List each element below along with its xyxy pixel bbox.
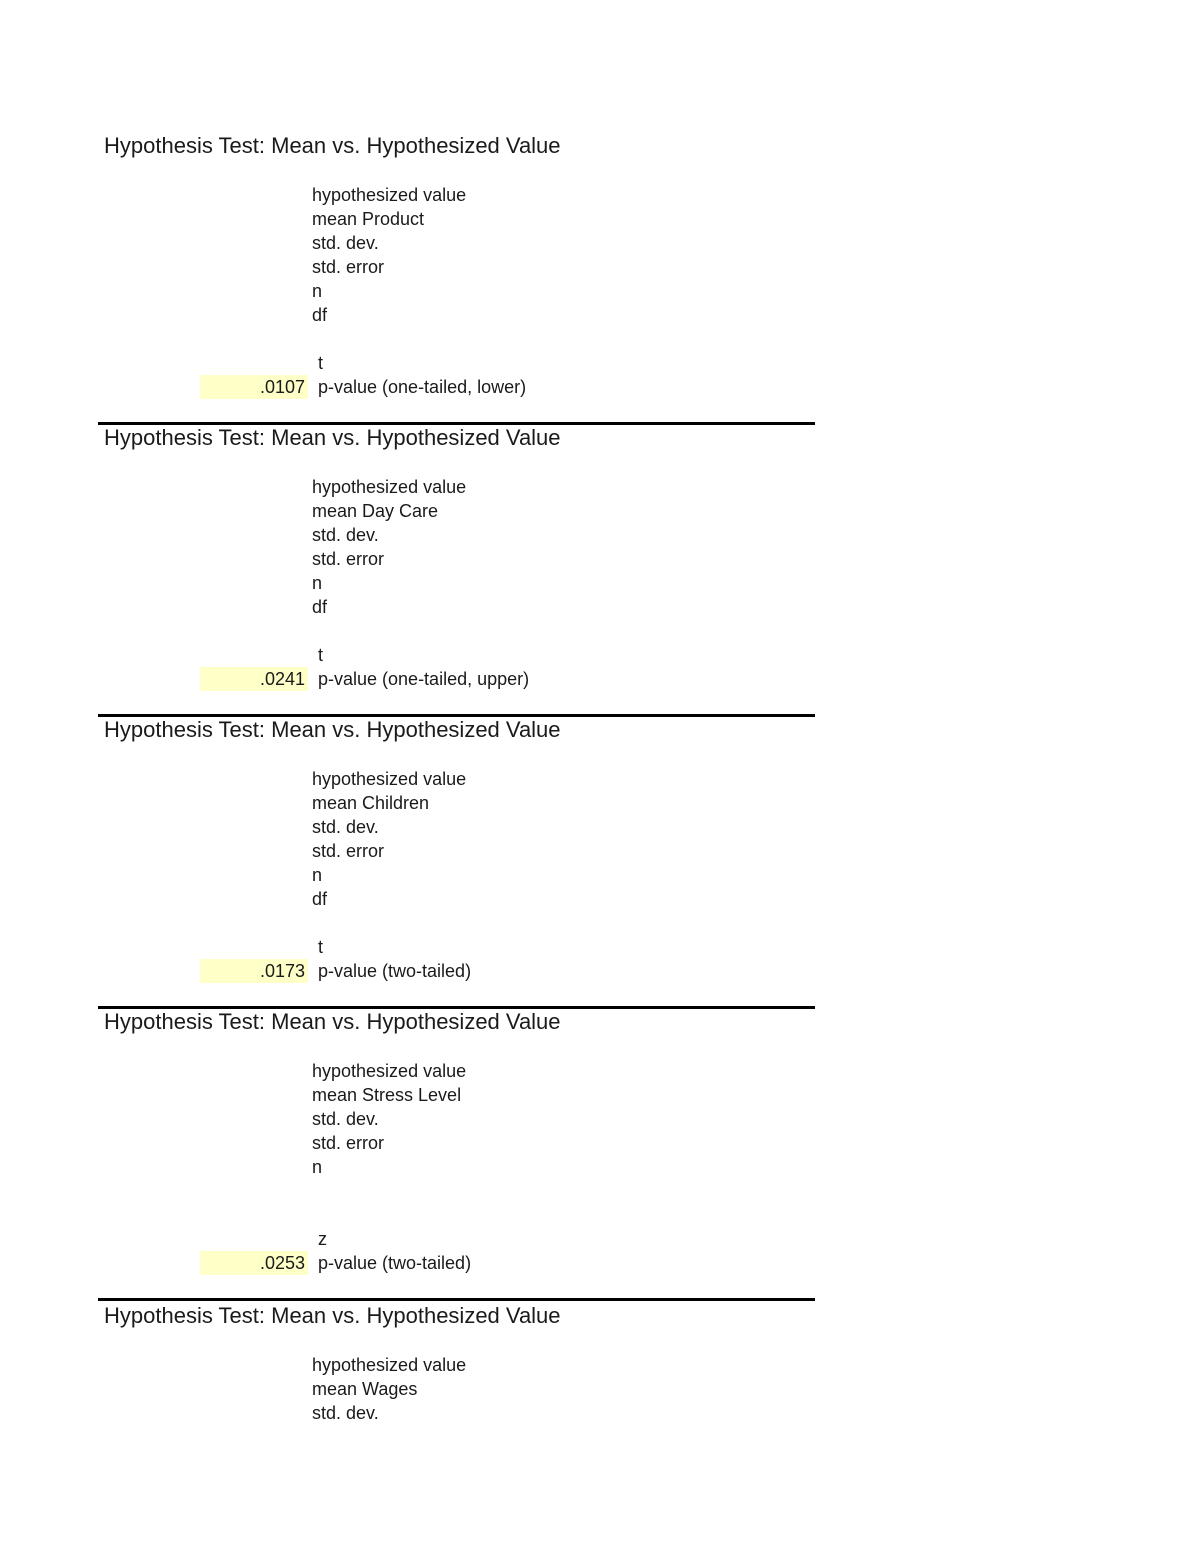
- stat-row-n: [0, 863, 700, 887]
- stat-row-std-dev: [0, 1107, 700, 1131]
- stat-label: hypothesized value: [312, 477, 467, 497]
- section-divider: [98, 1298, 815, 1301]
- p-value-label: p-value (one-tailed, upper): [318, 669, 530, 689]
- stat-label: mean Product: [312, 209, 425, 229]
- stat-row-hypothesized: [0, 1059, 700, 1083]
- test-statistic-row: [0, 1227, 700, 1251]
- stat-label: std. error: [312, 549, 385, 569]
- p-value: .0173: [259, 961, 305, 981]
- stat-label: hypothesized value: [312, 1355, 467, 1375]
- stat-row-hypothesized: [0, 183, 700, 207]
- stat-label: mean Children: [312, 793, 430, 813]
- test-statistic-label: t: [318, 353, 324, 373]
- p-value: .0107: [259, 377, 305, 397]
- stat-label: df: [312, 889, 328, 909]
- stat-row-mean: [0, 1377, 700, 1401]
- stat-label: hypothesized value: [312, 769, 467, 789]
- stat-row-df: [0, 887, 700, 911]
- p-value-label: p-value (one-tailed, lower): [318, 377, 527, 397]
- stat-label: n: [312, 573, 323, 593]
- test-statistic-row: [0, 351, 700, 375]
- test-statistic-label: t: [318, 937, 324, 957]
- stat-row-mean: [0, 207, 700, 231]
- stat-row-n: [0, 571, 700, 595]
- stat-row-hypothesized: [0, 1353, 700, 1377]
- stat-row-std-dev: [0, 1401, 700, 1425]
- p-value-cell: [200, 667, 308, 691]
- stat-row-n: [0, 279, 700, 303]
- stat-label: std. dev.: [312, 1403, 379, 1423]
- section-title: Hypothesis Test: Mean vs. Hypothesized Value: [104, 1009, 561, 1034]
- stat-label: mean Stress Level: [312, 1085, 462, 1105]
- stat-row-std-dev: [0, 815, 700, 839]
- stat-label: std. dev.: [312, 525, 379, 545]
- stat-label: hypothesized value: [312, 185, 467, 205]
- stat-label: std. error: [312, 841, 385, 861]
- stat-row-mean: [0, 791, 700, 815]
- stat-label: std. error: [312, 1133, 385, 1153]
- stat-row-std-error: [0, 255, 700, 279]
- test-statistic-row: [0, 935, 700, 959]
- p-value-label: p-value (two-tailed): [318, 1253, 472, 1273]
- stat-label: std. dev.: [312, 1109, 379, 1129]
- stat-row-std-error: [0, 1131, 700, 1155]
- stat-row-std-dev: [0, 523, 700, 547]
- stat-row-df: [0, 303, 700, 327]
- stat-row-mean: [0, 499, 700, 523]
- p-value-row: [0, 667, 700, 691]
- stat-label: df: [312, 597, 328, 617]
- stat-row-hypothesized: [0, 767, 700, 791]
- stat-row-df: [0, 595, 700, 619]
- test-statistic-label: z: [318, 1229, 327, 1249]
- stat-label: hypothesized value: [312, 1061, 467, 1081]
- section-title: Hypothesis Test: Mean vs. Hypothesized Value: [104, 133, 561, 158]
- p-value-cell: [200, 959, 308, 983]
- p-value-cell: [200, 1251, 308, 1275]
- stat-label: std. dev.: [312, 817, 379, 837]
- stat-label: n: [312, 281, 323, 301]
- stat-row-n: [0, 1155, 700, 1179]
- section-title: Hypothesis Test: Mean vs. Hypothesized Value: [104, 1303, 561, 1328]
- stat-label: mean Wages: [312, 1379, 418, 1399]
- stat-row-mean: [0, 1083, 700, 1107]
- stat-label: df: [312, 305, 328, 325]
- stat-label: std. dev.: [312, 233, 379, 253]
- p-value-row: [0, 375, 700, 399]
- stat-row-std-error: [0, 547, 700, 571]
- p-value: .0241: [259, 669, 305, 689]
- test-statistic-label: t: [318, 645, 324, 665]
- p-value-row: [0, 959, 700, 983]
- stat-label: std. error: [312, 257, 385, 277]
- p-value: .0253: [259, 1253, 305, 1273]
- p-value-label: p-value (two-tailed): [318, 961, 472, 981]
- p-value-row: [0, 1251, 700, 1275]
- section-title: Hypothesis Test: Mean vs. Hypothesized Value: [104, 717, 561, 742]
- section-title: Hypothesis Test: Mean vs. Hypothesized Value: [104, 425, 561, 450]
- stat-row-hypothesized: [0, 475, 700, 499]
- stat-label: n: [312, 1157, 323, 1177]
- stat-row-std-error: [0, 839, 700, 863]
- stat-label: mean Day Care: [312, 501, 439, 521]
- p-value-cell: [200, 375, 308, 399]
- stat-label: n: [312, 865, 323, 885]
- stat-row-std-dev: [0, 231, 700, 255]
- test-statistic-row: [0, 643, 700, 667]
